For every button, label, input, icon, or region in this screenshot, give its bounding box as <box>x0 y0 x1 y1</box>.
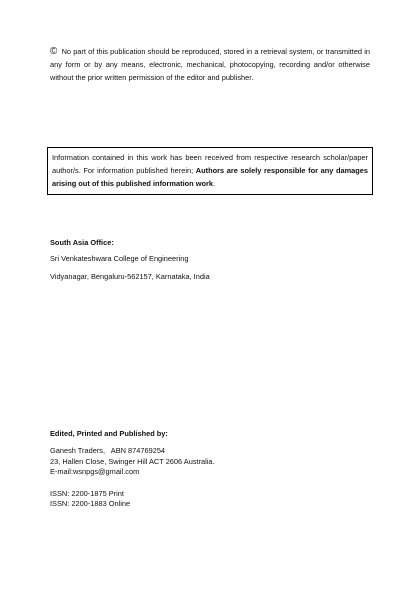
copyright-symbol: © <box>50 46 58 57</box>
copyright-text: No part of this publication should be reproduced, stored in a retrieval system, or transmitted in any form or by any means, electronic, mechanical, photocopying, recording and/or otherwise without the prior written permission of the editor and publisher. <box>50 47 370 82</box>
publisher-email: E-mail:wsnpgs@gmail.com <box>50 467 140 476</box>
issn-online: ISSN: 2200-1883 Online <box>50 499 131 508</box>
office-line-1: Sri Venkateshwara College of Engineering <box>50 254 189 263</box>
office-line-2: Vidyanagar, Bengaluru-562157, Karnataka, India <box>50 272 210 281</box>
spacer <box>50 478 380 489</box>
publisher-name: Ganesh Traders, ABN 874769254 <box>50 446 166 455</box>
office-block <box>50 236 380 286</box>
publisher-heading: Edited, Printed and Published by: <box>50 429 168 438</box>
issn-print: ISSN: 2200-1875 Print <box>50 488 124 498</box>
publisher-block <box>50 427 380 510</box>
disclaimer-box <box>47 147 373 195</box>
disclaimer-end: . <box>212 179 216 188</box>
office-heading: South Asia Office: <box>50 238 114 247</box>
copyright-notice <box>50 45 370 84</box>
disclaimer-text: Information contained in this work has been received from respective research scholar/paper author/s. For information published herein; <box>52 153 368 175</box>
disclaimer-bold-text: Authors are solely responsible for any damages arising out of this published information work <box>52 166 368 188</box>
publisher-address: 23, Hallen Close, Swinger Hill ACT 2606 Australia. <box>50 456 215 466</box>
